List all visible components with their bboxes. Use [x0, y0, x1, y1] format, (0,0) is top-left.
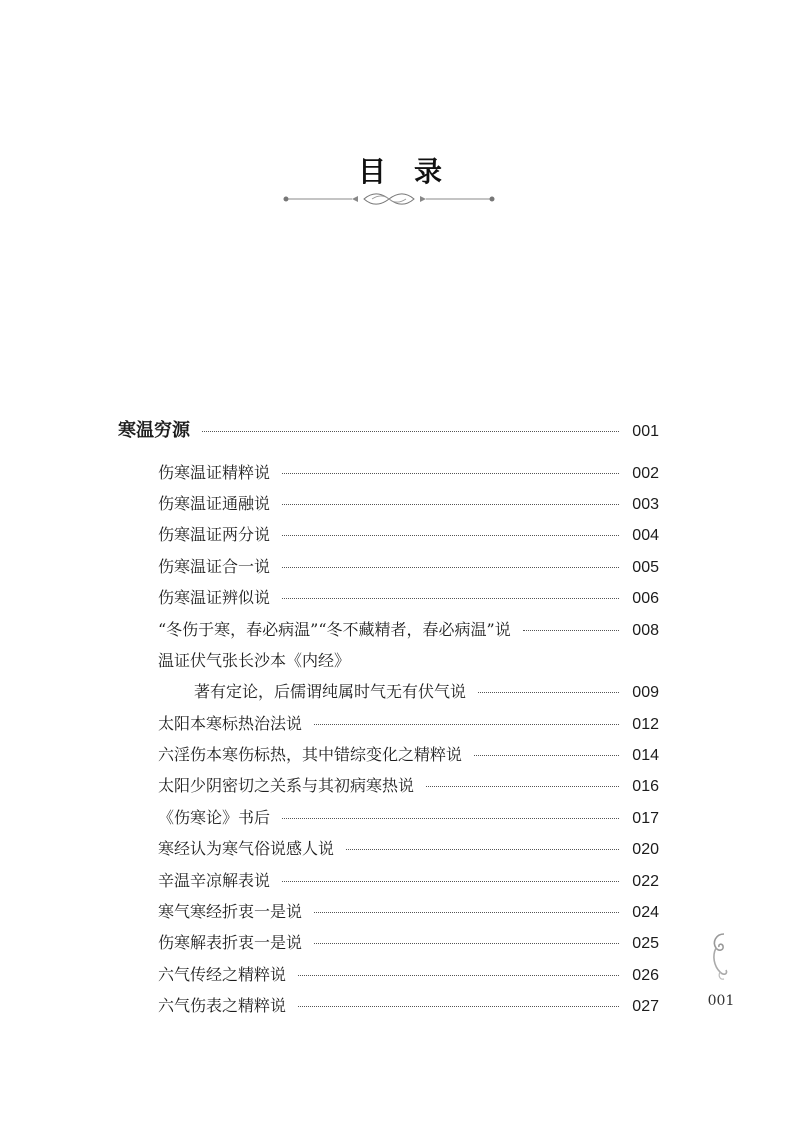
toc-entry[interactable]	[158, 711, 659, 734]
toc-entry[interactable]	[158, 930, 659, 953]
flourish-ornament-icon	[704, 930, 736, 982]
toc-entry-page: 020	[632, 841, 659, 858]
toc-chapter-label: 寒温穷源	[118, 420, 190, 440]
toc-entry-page: 006	[632, 590, 659, 607]
toc-entry-continuation[interactable]	[194, 679, 659, 702]
toc-entry-label: 六气伤表之精粹说	[158, 996, 287, 1015]
dot-leader	[523, 630, 619, 631]
toc-entry[interactable]	[158, 993, 659, 1016]
toc-entry[interactable]	[158, 962, 659, 985]
toc-entry-label: 寒经认为寒气俗说感人说	[158, 839, 335, 858]
toc-entry[interactable]	[158, 773, 659, 796]
toc-entry-page: 026	[632, 967, 659, 984]
toc-entry[interactable]	[158, 805, 659, 828]
dot-leader	[298, 1006, 619, 1007]
toc-entry-page: 014	[632, 747, 659, 764]
toc-entry-page: 002	[632, 465, 659, 482]
toc-entry-first-line[interactable]: 温证伏气张长沙本《内经》	[158, 651, 351, 670]
toc-entry-label: 著有定论，后儒谓纯属时气无有伏气说	[194, 682, 467, 701]
toc-entry-label: “冬伤于寒，春必病温”“冬不藏精者，春必病温”说	[158, 620, 511, 639]
toc-entry-page: 008	[632, 622, 659, 639]
dot-leader	[282, 473, 619, 474]
dot-leader	[314, 724, 619, 725]
toc-entry[interactable]	[158, 836, 659, 859]
dot-leader	[282, 881, 619, 882]
dot-leader	[426, 786, 619, 787]
toc-entry-page: 004	[632, 527, 659, 544]
toc-entry[interactable]	[158, 868, 659, 891]
toc-entry-page: 022	[632, 873, 659, 890]
toc-entry[interactable]	[158, 554, 659, 577]
toc-entry[interactable]	[158, 742, 659, 765]
toc-entry-page: 009	[632, 684, 659, 701]
dot-leader	[298, 975, 619, 976]
toc-entry-label: 寒气寒经折衷一是说	[158, 902, 303, 921]
dot-leader	[474, 755, 619, 756]
dot-leader	[478, 692, 619, 693]
page-title: 目录	[357, 155, 470, 188]
toc-entry-page: 005	[632, 559, 659, 576]
toc-entry[interactable]	[158, 617, 659, 640]
dot-leader	[314, 943, 619, 944]
toc-entry-page: 003	[632, 496, 659, 513]
toc-entry-label: 太阳少阴密切之关系与其初病寒热说	[158, 776, 415, 795]
toc-entry[interactable]	[158, 460, 659, 483]
toc-entry-label: 伤寒温证精粹说	[158, 463, 271, 482]
toc-entry[interactable]	[158, 491, 659, 514]
toc-entry-label: 伤寒解表折衷一是说	[158, 933, 303, 952]
dot-leader	[282, 504, 619, 505]
toc-chapter[interactable]	[118, 416, 659, 442]
dot-leader	[282, 598, 619, 599]
toc-entry-label: 伤寒温证辨似说	[158, 588, 271, 607]
toc-entry-label: 伤寒温证通融说	[158, 494, 271, 513]
dot-leader	[282, 567, 619, 568]
dot-leader	[202, 431, 619, 432]
toc-entry-label: 六淫伤本寒伤标热，其中错综变化之精粹说	[158, 745, 463, 764]
toc-entry-page: 024	[632, 904, 659, 921]
toc-entry[interactable]	[158, 899, 659, 922]
toc-entry[interactable]	[158, 585, 659, 608]
toc-chapter-page: 001	[632, 423, 659, 440]
toc-entry-page: 012	[632, 716, 659, 733]
dot-leader	[314, 912, 619, 913]
toc-entry-label: 辛温辛凉解表说	[158, 871, 271, 890]
toc-entry-page: 017	[632, 810, 659, 827]
toc-entry-label: 《伤寒论》书后	[158, 808, 271, 827]
toc-entry-label: 伤寒温证两分说	[158, 525, 271, 544]
toc-entry-label: 六气传经之精粹说	[158, 965, 287, 984]
toc-entry-label: 太阳本寒标热治法说	[158, 714, 303, 733]
dot-leader	[346, 849, 619, 850]
toc-entry-page: 016	[632, 778, 659, 795]
toc-entry-page: 027	[632, 998, 659, 1015]
toc-entry-label: 伤寒温证合一说	[158, 557, 271, 576]
toc-entry[interactable]	[158, 522, 659, 545]
dot-leader	[282, 535, 619, 536]
dot-leader	[282, 818, 619, 819]
page-number: 001	[707, 993, 735, 1009]
toc-entry-page: 025	[632, 935, 659, 952]
